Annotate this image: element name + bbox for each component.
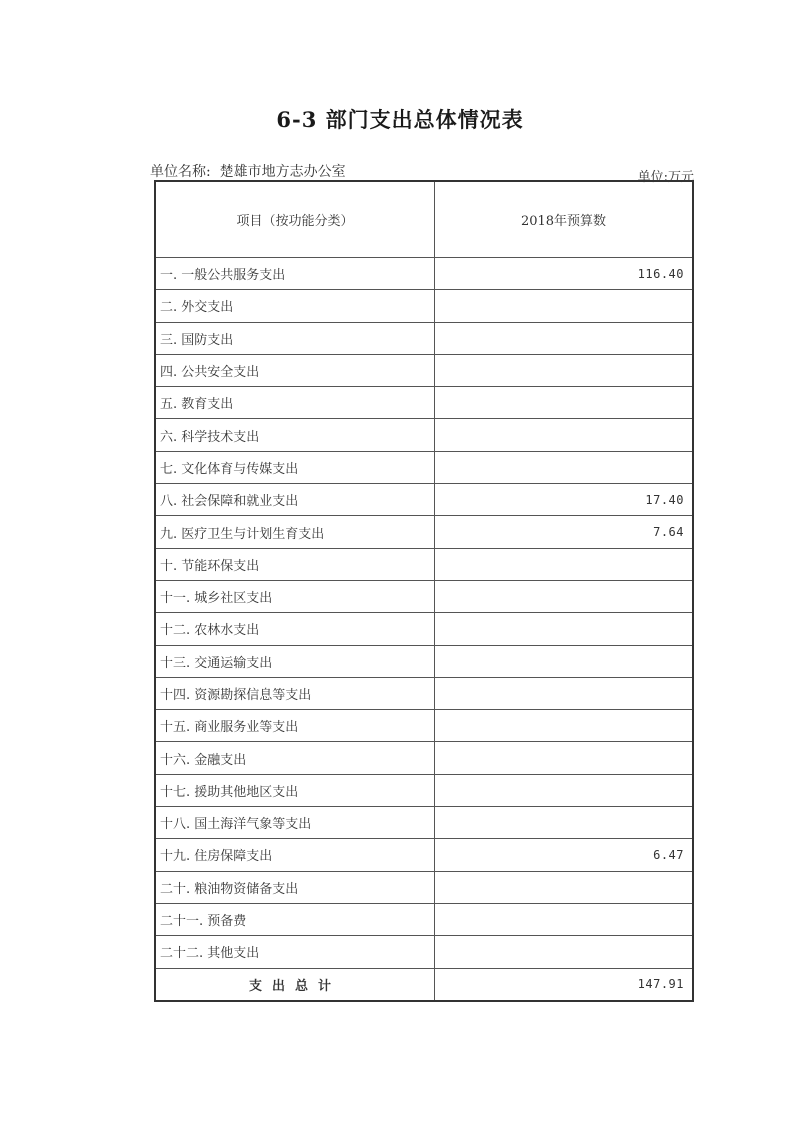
row-item: 十一. 城乡社区支出 xyxy=(155,580,435,612)
table-row xyxy=(155,839,693,871)
row-item: 二. 外交支出 xyxy=(155,290,435,322)
row-amount xyxy=(435,419,694,451)
total-row xyxy=(155,968,693,1001)
expenditure-table xyxy=(154,180,694,1002)
row-amount xyxy=(435,387,694,419)
row-item: 十四. 资源勘探信息等支出 xyxy=(155,677,435,709)
row-item: 十三. 交通运输支出 xyxy=(155,645,435,677)
row-amount: 17.40 xyxy=(435,484,694,516)
row-item: 六. 科学技术支出 xyxy=(155,419,435,451)
row-item: 十九. 住房保障支出 xyxy=(155,839,435,871)
row-item: 九. 医疗卫生与计划生育支出 xyxy=(155,516,435,548)
row-amount xyxy=(435,774,694,806)
table-row xyxy=(155,710,693,742)
table-header-row xyxy=(155,181,693,258)
table-row xyxy=(155,419,693,451)
row-amount xyxy=(435,677,694,709)
table-row xyxy=(155,548,693,580)
row-amount xyxy=(435,936,694,968)
row-amount xyxy=(435,322,694,354)
row-amount xyxy=(435,807,694,839)
row-amount xyxy=(435,354,694,386)
row-amount xyxy=(435,548,694,580)
row-amount xyxy=(435,451,694,483)
table-row xyxy=(155,903,693,935)
row-item: 八. 社会保障和就业支出 xyxy=(155,484,435,516)
row-amount xyxy=(435,710,694,742)
row-amount: 116.40 xyxy=(435,258,694,290)
total-amount: 147.91 xyxy=(435,968,694,1001)
table-row xyxy=(155,871,693,903)
row-item: 七. 文化体育与传媒支出 xyxy=(155,451,435,483)
row-amount: 7.64 xyxy=(435,516,694,548)
row-amount xyxy=(435,580,694,612)
row-item: 十八. 国土海洋气象等支出 xyxy=(155,807,435,839)
row-item: 二十. 粮油物资储备支出 xyxy=(155,871,435,903)
total-label: 支出总计 xyxy=(155,968,435,1001)
column-header-budget: 2018年预算数 xyxy=(435,181,694,258)
table-row xyxy=(155,742,693,774)
table-row xyxy=(155,322,693,354)
table-row xyxy=(155,807,693,839)
row-item: 四. 公共安全支出 xyxy=(155,354,435,386)
row-item: 十. 节能环保支出 xyxy=(155,548,435,580)
table-row xyxy=(155,677,693,709)
row-amount xyxy=(435,613,694,645)
row-item: 二十二. 其他支出 xyxy=(155,936,435,968)
page-title: 6-3 部门支出总体情况表 xyxy=(276,107,524,132)
row-amount xyxy=(435,903,694,935)
unit-info xyxy=(150,161,346,181)
row-amount xyxy=(435,290,694,322)
row-item: 十六. 金融支出 xyxy=(155,742,435,774)
row-item: 三. 国防支出 xyxy=(155,322,435,354)
row-amount: 6.47 xyxy=(435,839,694,871)
table-row xyxy=(155,354,693,386)
row-item: 十二. 农林水支出 xyxy=(155,613,435,645)
table-row xyxy=(155,451,693,483)
row-amount xyxy=(435,742,694,774)
table-body xyxy=(155,258,693,969)
column-header-item: 项目（按功能分类） xyxy=(155,181,435,258)
table-row xyxy=(155,645,693,677)
table-row xyxy=(155,258,693,290)
row-amount xyxy=(435,645,694,677)
table-row xyxy=(155,936,693,968)
table-row xyxy=(155,484,693,516)
table-row xyxy=(155,290,693,322)
row-item: 二十一. 预备费 xyxy=(155,903,435,935)
currency-unit: 单位:万元 xyxy=(637,170,694,185)
unit-label: 单位名称: xyxy=(150,164,211,180)
row-item: 一. 一般公共服务支出 xyxy=(155,258,435,290)
table-row xyxy=(155,774,693,806)
table-row xyxy=(155,516,693,548)
row-amount xyxy=(435,871,694,903)
row-item: 十七. 援助其他地区支出 xyxy=(155,774,435,806)
unit-name: 楚雄市地方志办公室 xyxy=(219,164,346,180)
table-row xyxy=(155,613,693,645)
row-item: 五. 教育支出 xyxy=(155,387,435,419)
row-item: 十五. 商业服务业等支出 xyxy=(155,710,435,742)
table-row xyxy=(155,387,693,419)
table-row xyxy=(155,580,693,612)
